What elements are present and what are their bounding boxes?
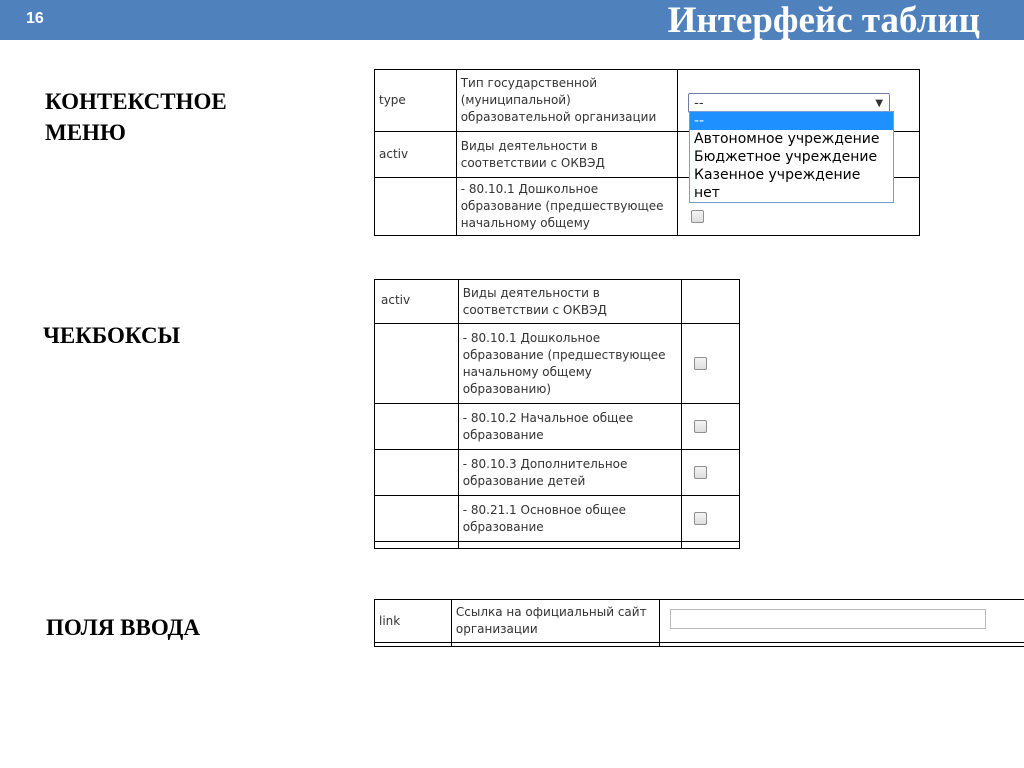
okved-label: - 80.10.1 Дошкольное образование (предшествующее начальному общему образованию) [458,324,681,404]
field-label: Виды деятельности в соответствии с ОКВЭД [458,280,681,324]
field-label: Ссылка на официальный сайт организации [451,600,659,643]
dropdown-option[interactable]: Бюджетное учреждение [694,149,878,165]
empty-cell [375,404,459,450]
select-value: -- [694,95,704,111]
checkbox-cell [682,450,740,496]
input-field-table [374,599,1024,647]
checkbox-table [374,279,740,549]
table-row [375,600,1024,643]
section-label-context-menu: КОНТЕКСТНОЕ МЕНЮ [45,89,227,145]
checkbox-cell [682,404,740,450]
field-key: activ [375,280,459,324]
table-row [375,324,740,404]
slide-header [0,0,1024,40]
chevron-down-icon: ▼ [875,97,884,109]
table-row [375,643,1024,647]
okved-label: - 80.10.2 Начальное общее образование [458,404,681,450]
okved-checkbox[interactable] [691,210,704,223]
dropdown-option[interactable]: нет [694,185,720,201]
okved-checkbox[interactable] [694,420,707,433]
website-link-input[interactable] [670,609,986,629]
empty-cell [659,643,1024,647]
empty-cell [682,542,740,549]
input-cell [659,600,1024,643]
empty-cell [375,542,459,549]
section-label-checkboxes: ЧЕКБОКСЫ [43,323,181,348]
field-key: activ [375,132,457,178]
checkbox-cell [682,324,740,404]
field-label: Тип государственной (муниципальной) образовательной организации [456,70,677,132]
okved-label: - 80.21.1 Основное общее образование [458,496,681,542]
field-key: type [375,70,457,132]
okved-checkbox[interactable] [694,466,707,479]
select-dropdown-list [689,111,894,203]
dropdown-option[interactable]: Автономное учреждение [694,131,880,147]
dropdown-option[interactable]: Казенное учреждение [694,167,861,183]
table-row [375,450,740,496]
table-row [375,542,740,549]
field-label: Виды деятельности в соответствии с ОКВЭД [456,132,677,178]
table-row [375,496,740,542]
okved-label: - 80.10.3 Дополнительное образование детей [458,450,681,496]
empty-cell [451,643,659,647]
field-key [375,178,457,236]
table-row [375,280,740,324]
dropdown-option[interactable]: -- [690,112,893,130]
field-label: - 80.10.1 Дошкольное образование (предшествующее начальному общему [456,178,677,236]
section-label-input-fields: ПОЛЯ ВВОДА [46,615,200,640]
okved-checkbox[interactable] [694,512,707,525]
empty-cell [375,324,459,404]
empty-cell [375,450,459,496]
okved-checkbox[interactable] [694,357,707,370]
checkbox-cell [682,496,740,542]
table-row [375,404,740,450]
slide-number: 16 [26,10,44,27]
empty-cell [458,542,681,549]
slide-title: Интерфейс таблиц [667,0,980,41]
organization-type-select[interactable] [688,93,890,113]
field-key: link [375,600,452,643]
empty-cell [375,496,459,542]
empty-cell [682,280,740,324]
empty-cell [375,643,452,647]
